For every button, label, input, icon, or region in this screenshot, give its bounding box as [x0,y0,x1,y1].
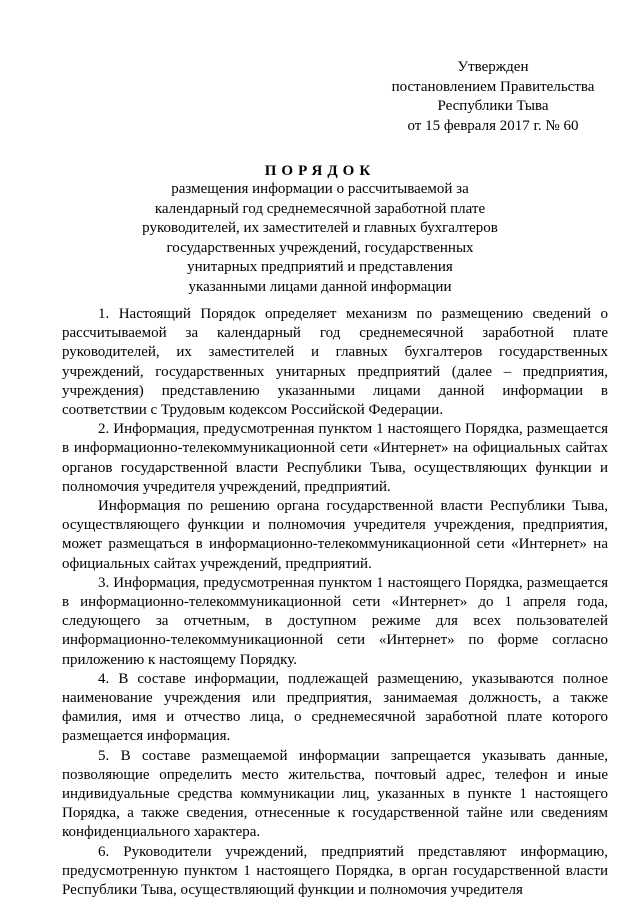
document-body [62,305,608,900]
paragraph-5: 5. В составе размещаемой информации запрещается указывать данные, позволяющие определить место жительства, почтовый адрес, телефон и иные индивидуальные средства коммуникации лиц, указанных в пункте 1 настоящего Порядка, а также сведения, отнесенные к государственной тайне или сведениям конфиденциального характера. [62,747,608,841]
document-subtitle [130,180,510,297]
paragraph-2: 2. Информация, предусмотренная пунктом 1 настоящего Порядка, размещается в информационно-телекоммуникационной сети «Интернет» на официальных сайтах органов государственной власти Республики Тыва, осуществляющих функции и полномочия учредителя учреждений, предприятий. [62,421,608,495]
subtitle-line: календарный год среднемесячной заработной плате [154,200,486,217]
paragraph-1: 1. Настоящий Порядок определяет механизм по размещению сведений о рассчитываемой за календарный год среднемесячной заработной плате руководителей, их заместителей и главных бухгалтеров государственных учреждений, государственных унитарных предприятий (далее – предприятия, учреждения) представлению указанными лицами данной информации в соответствии с Трудовым кодексом Российской Федерации. [62,306,608,419]
subtitle-line: указанными лицами данной информации [188,278,452,295]
approval-block [383,58,603,136]
paragraph-4: 4. В составе информации, подлежащей размещению, указываются полное наименование учреждения или предприятия, занимаемая должность, а также фамилия, имя и отчество лица, о среднемесячной заработной плате которого размещается информация. [62,670,608,745]
paragraph-6: 6. Руководители учреждений, предприятий представляют информацию, предусмотренную пунктом 1 настоящего Порядка, в орган государственной власти Республики Тыва, осуществляющий функции и полномочия учредителя [62,843,608,899]
approval-line: Утвержден [457,59,529,75]
approval-line: Республики Тыва [437,98,549,114]
paragraph-3: 3. Информация, предусмотренная пунктом 1 настоящего Порядка, размещается в информационно-телекоммуникационной сети «Интернет» до 1 апреля года, следующего за отчетным, в доступном режиме для всех пользователей информационно-телекоммуникационной сети «Интернет» по форме согласно приложению к настоящему Порядку. [62,574,608,668]
subtitle-line: государственных учреждений, государственных [166,239,474,256]
subtitle-line: унитарных предприятий и представления [187,259,453,275]
subtitle-line: размещения информации о рассчитываемой за [171,181,469,197]
approval-line: постановлением Правительства [391,78,595,95]
document-title: ПОРЯДОК [264,163,376,179]
approval-date-line: от 15 февраля 2017 г. № 60 [407,117,579,134]
paragraph-2-continued: Информация по решению органа государственной власти Республики Тыва, осуществляющего функции и полномочия учредителя учреждения, предприятия, может размещаться в информационно-телекоммуникационной сети «Интернет» на официальных сайтах учреждений, предприятий. [62,498,608,572]
subtitle-line: руководителей, их заместителей и главных бухгалтеров [142,220,498,236]
